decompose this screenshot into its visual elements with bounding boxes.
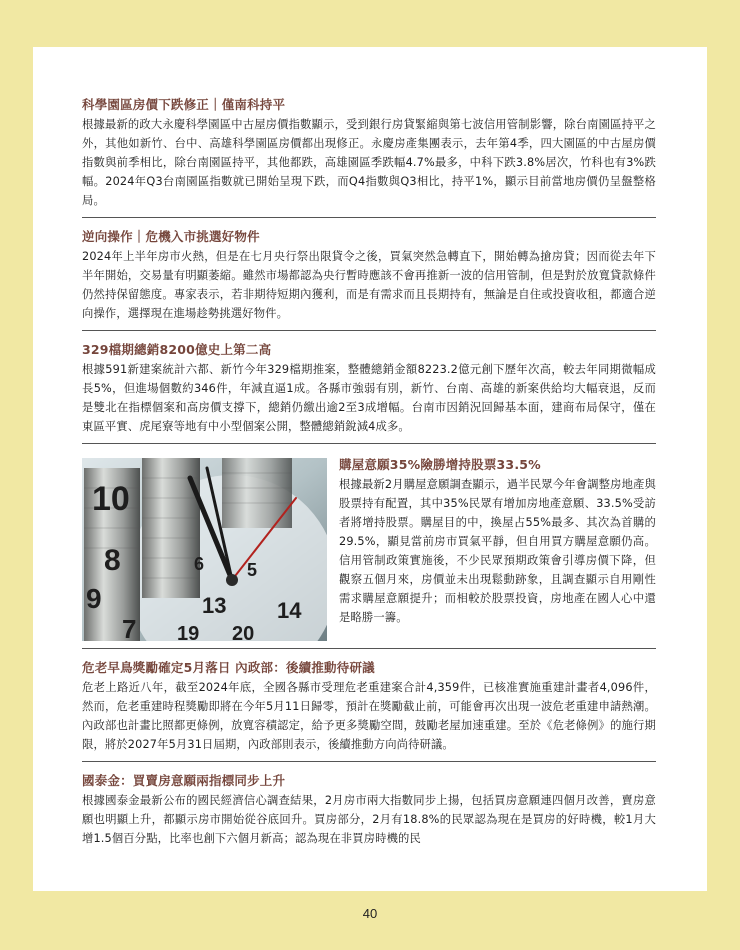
article-body: 根據最新的政大永慶科學園區中古屋房價指數顯示，受到銀行房貸緊縮與第七波信用管制影響，除台南園區持平之外，其他如新竹、台中、高雄科學園區房價都出現修正。永慶房產集團表示，去年第4季，四大園區的中古屋房價指數與前季相比，除台南園區持平，其他都跌，高雄園區季跌幅4.7%最多，中科下跌3.8%居次，竹科也有3%跌幅。2024年Q3台南園區指數就已開始呈現下跌，而Q4指數與Q3相比，持平1%，顯示目前當地房價仍呈盤整格局。 <box>82 118 656 207</box>
article-title: 逆向操作｜危機入市挑選好物件 <box>82 229 260 244</box>
article-cathay <box>82 772 656 848</box>
svg-text:10: 10 <box>92 480 130 518</box>
article-text-block <box>339 454 656 641</box>
article-title: 國泰金：買賣房意願兩指標同步上升 <box>82 773 286 788</box>
divider <box>82 217 656 218</box>
svg-text:19: 19 <box>177 623 200 641</box>
divider <box>82 443 656 444</box>
top-border <box>0 0 740 47</box>
svg-text:5: 5 <box>247 560 258 580</box>
article-title: 危老早鳥獎勵確定5月落日 內政部：後續推動待研議 <box>82 660 375 675</box>
svg-text:20: 20 <box>232 623 255 641</box>
left-border <box>0 0 33 950</box>
svg-text:6: 6 <box>194 554 205 574</box>
svg-text:13: 13 <box>202 593 227 618</box>
svg-text:9: 9 <box>86 583 102 614</box>
article-body: 根據591新建案統計六都、新竹今年329檔期推案，整體總銷金額8223.2億元創下歷年次高，較去年同期微幅成長5%，但進場個數約346件，年減直逼1成。各縣市強弱有別，新竹、台南、高雄的新案供給均大幅衰退，反而是雙北在指標個案和高房價支撐下，總銷仍繳出逾2至3成增幅。台南市因銷況回歸基本面，建商布局保守，僅在東區平實、虎尾寮等地有中小型個案公開，整體總銷銳減4成多。 <box>82 363 656 433</box>
article-body: 危老上路近八年，截至2024年底，全國各縣市受理危老重建案合計4,359件，已核准實施重建計畫者4,096件，然而，危老重建時程獎勵即將在今年5月11日歸零，預計在獎勵截止前，可能會再次出現一波危老重建申請熱潮。內政部也計畫比照都更條例，放寬容積認定，給予更多獎勵空間，鼓勵老屋加速重建。至於《危老條例》的施行期限，將於2027年5月31日屆期，內政部則表示，後續推動方向尚待研議。 <box>82 681 656 751</box>
article-body: 根據最新2月購屋意願調查顯示，過半民眾今年會調整房地產與股票持有配置，其中35%民眾有增加房地產意願、33.5%受訪者將增持股票。購屋目的中，換屋占55%最多、其次為首購的29.5%，顯見當前房市買氣平靜，但自用買方購屋意願仍高。信用管制政策實施後，不少民眾預期政策會引導房價下降，但觀察五個月來，房價並未出現鬆動跡象，且調查顯示自用剛性需求購屋意願提升；而相較於股票投資，房地產在國人心中還是略勝一籌。 <box>339 478 656 624</box>
divider <box>82 648 656 649</box>
article-title: 購屋意願35%險勝增持股票33.5% <box>339 457 541 472</box>
page-number: 40 <box>362 906 378 921</box>
divider <box>82 330 656 331</box>
right-border <box>707 0 740 950</box>
article-science-park <box>82 96 656 210</box>
clock-coins-illustration <box>82 458 327 641</box>
article-urban-renewal <box>82 659 656 754</box>
article-title: 科學園區房價下跌修正｜僅南科持平 <box>82 97 286 112</box>
svg-text:14: 14 <box>277 598 302 623</box>
svg-text:8: 8 <box>104 544 121 577</box>
article-title: 329檔期總銷8200億史上第二高 <box>82 342 272 357</box>
article-body: 根據國泰金最新公布的國民經濟信心調查結果，2月房市兩大指數同步上揚，包括買房意願連四個月改善，賣房意願也明顯上升，都顯示房市開始從谷底回升。買房部分，2月有18.8%的民眾認為現在是買房的好時機，較1月大增1.5個百分點，比率也創下六個月新高；認為現在非買房時機的民 <box>82 794 656 845</box>
article-contrarian <box>82 228 656 323</box>
clock-coins-photo <box>82 458 327 641</box>
divider <box>82 761 656 762</box>
article-body: 2024年上半年房市火熱，但是在七月央行祭出限貸令之後，買氣突然急轉直下，開始轉為搶房貸；因而從去年下半年開始，交易量有明顯萎縮。雖然市場都認為央行暫時應該不會再推新一波的信用管制，但是對於放寬貸款條件仍然持保留態度。專家表示，若非期待短期內獲利，而是有需求而且長期持有，無論是自住或投資收租，都適合逆向操作，選擇現在進場趁勢挑選好物件。 <box>82 250 656 320</box>
article-329-sales <box>82 341 656 436</box>
svg-text:7: 7 <box>122 614 137 641</box>
article-purchase-intent <box>82 454 656 641</box>
article-column <box>82 96 656 848</box>
